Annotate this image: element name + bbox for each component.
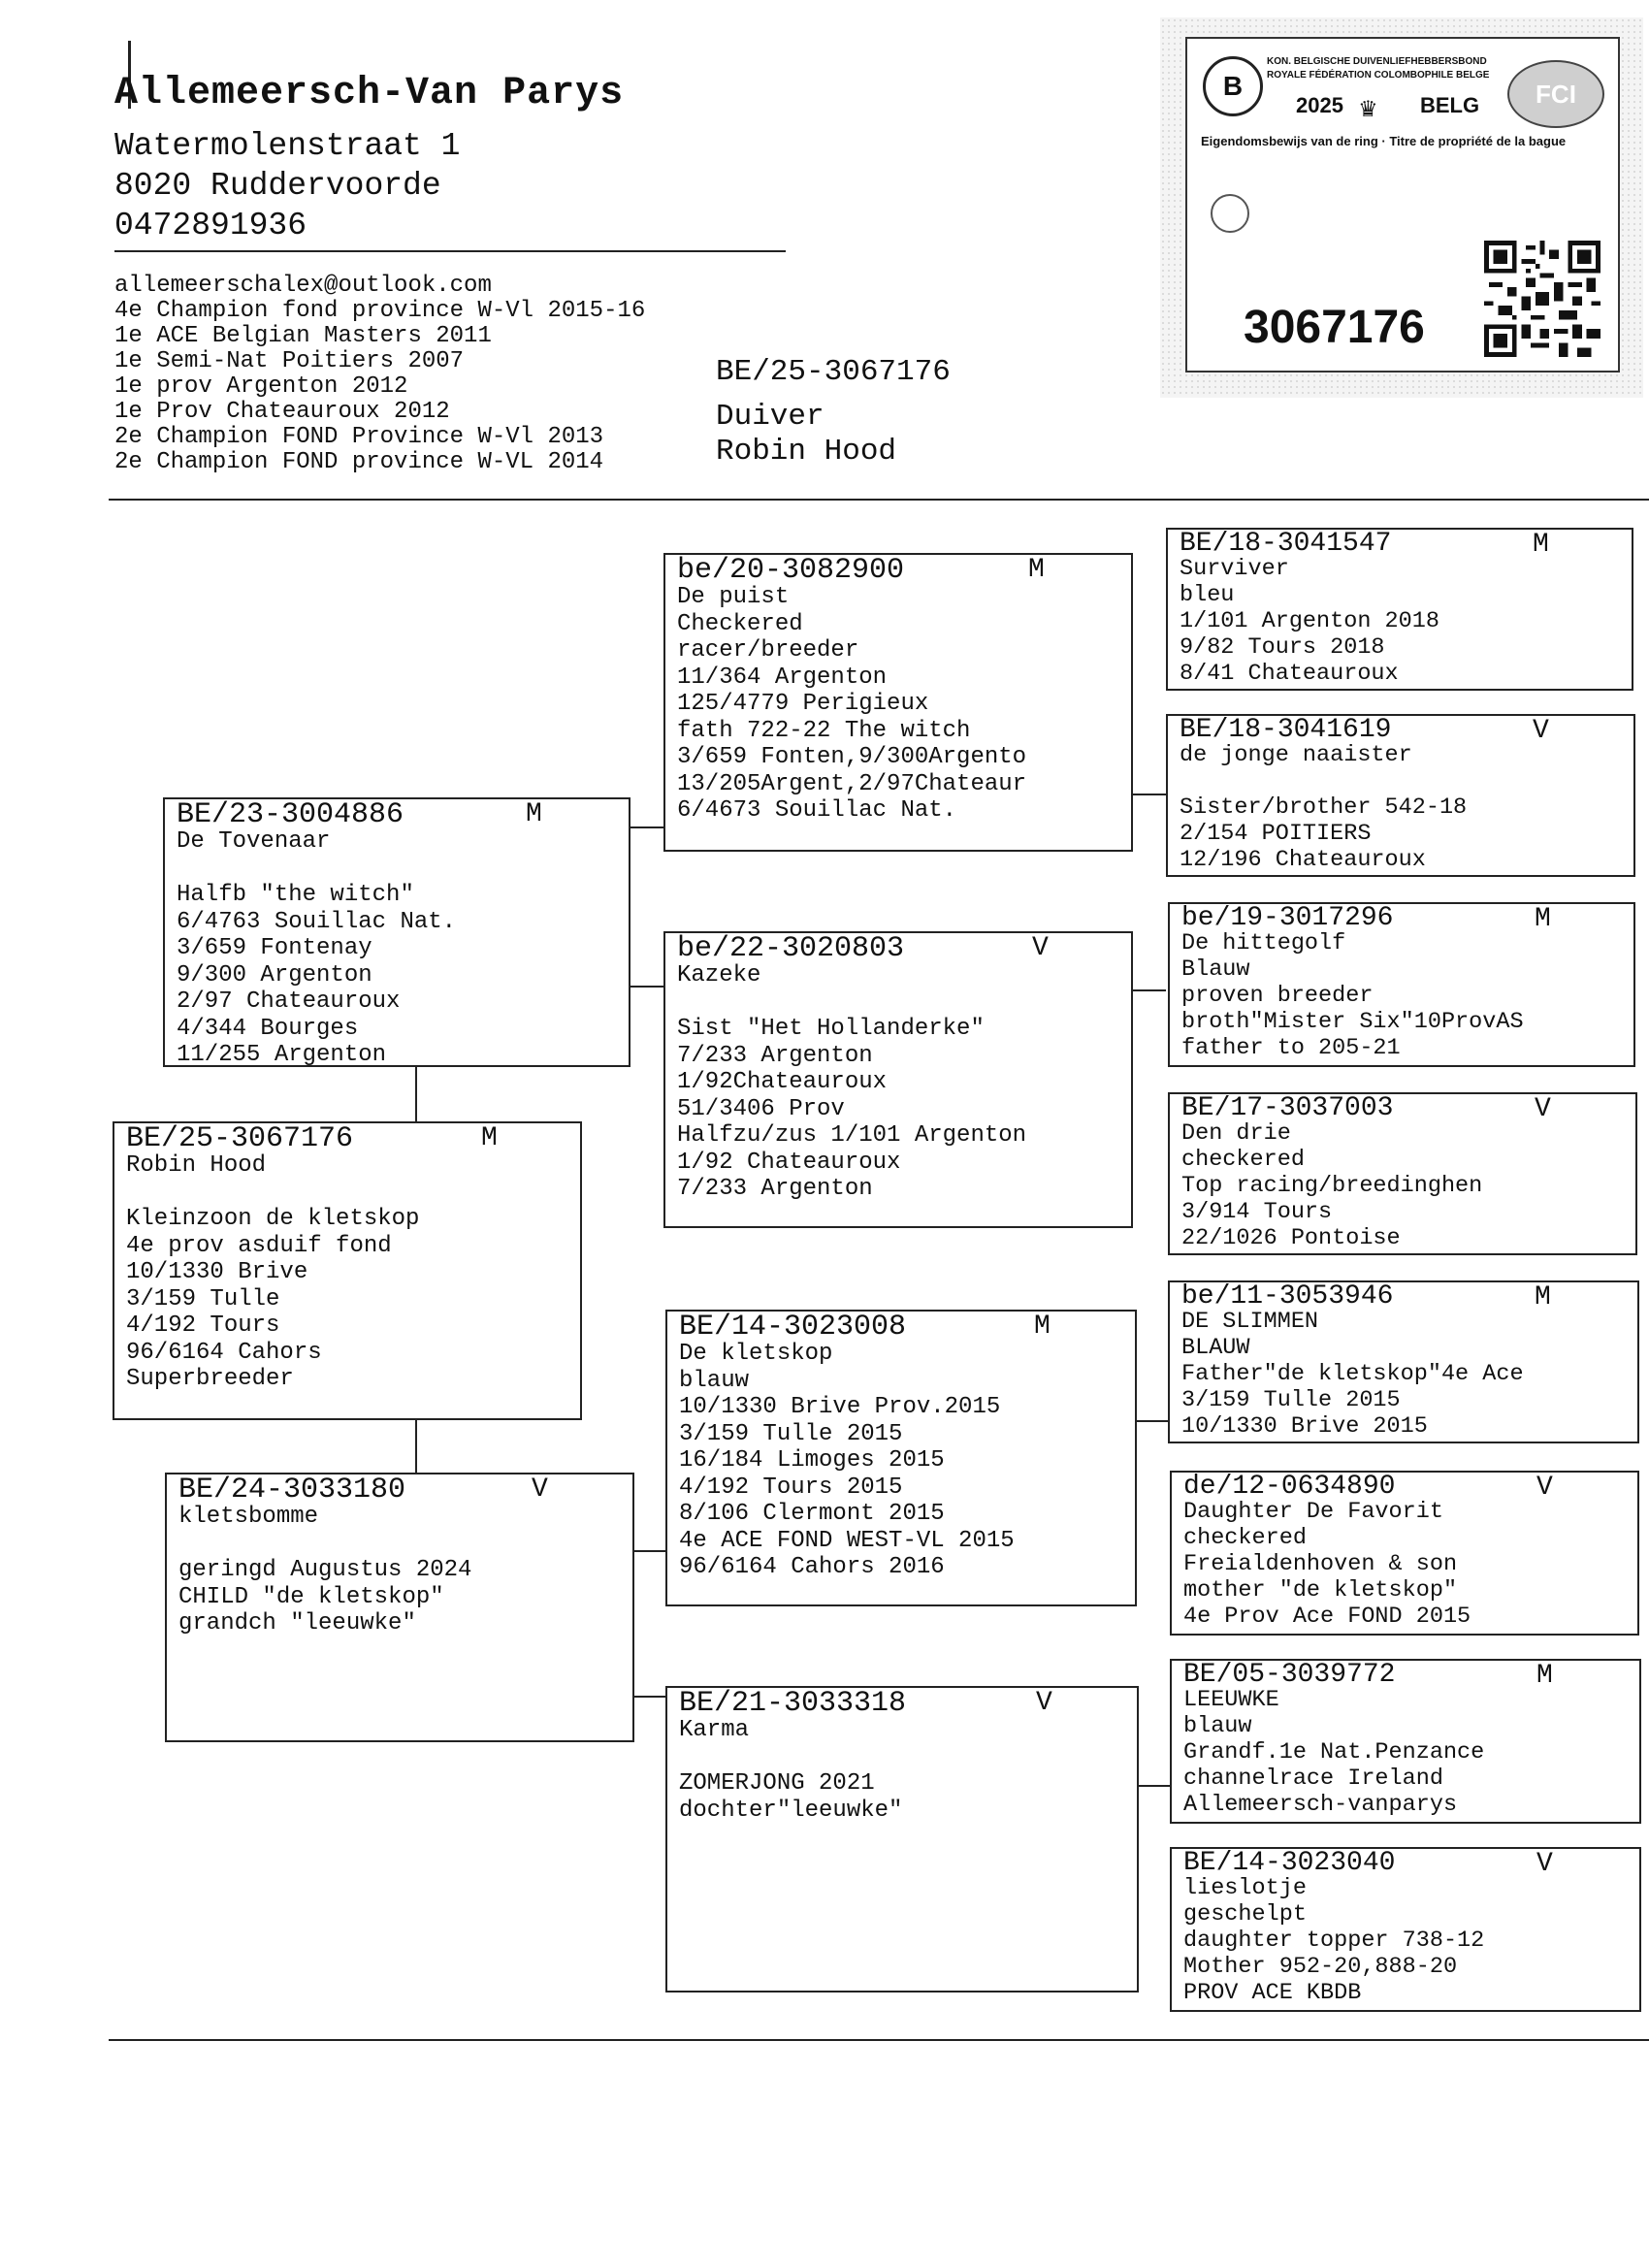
sex-marker: V [1032,933,1049,963]
bird-name: Karma [679,1717,750,1743]
info-line: 7/233 Argenton [677,1042,873,1069]
info-line: Father"de kletskop"4e Ace [1181,1361,1524,1387]
achievement-item: 2e Champion FOND province W-VL 2014 [114,449,604,475]
info-line: 8/106 Clermont 2015 [679,1501,945,1527]
connector-line [415,1059,417,1121]
info-line: 10/1330 Brive Prov.2015 [679,1394,1001,1420]
info-line: 12/196 Chateauroux [1180,847,1426,873]
info-line: Sister/brother 542-18 [1180,794,1468,821]
federation-name-fr: ROYALE FÉDÉRATION COLOMBOPHILE BELGE [1267,70,1490,81]
sex-marker: V [1536,1473,1553,1503]
info-line: 1/92 Chateauroux [677,1149,901,1176]
info-line: proven breeder [1181,983,1374,1009]
info-line: 2/154 POITIERS [1180,821,1372,847]
info-line: 10/1330 Brive 2015 [1181,1413,1428,1440]
info-line: dochter"leeuwke" [679,1797,903,1824]
info-line: bleu [1180,582,1235,608]
crown-icon: ♛ [1360,95,1376,125]
bird-name: Den drie [1181,1120,1291,1147]
info-line: 4/192 Tours 2015 [679,1474,903,1501]
ring-number: BE/18-3041619 [1180,715,1392,745]
achievement-item: 1e ACE Belgian Masters 2011 [114,323,492,349]
info-line: checkered [1181,1147,1305,1173]
pedigree-mff-card [1168,1280,1639,1443]
sex-marker: V [532,1474,548,1505]
ring-number: de/12-0634890 [1183,1472,1396,1502]
sex-marker: M [481,1123,498,1153]
connector-line [1133,1420,1168,1422]
pedigree-father-card [163,797,630,1067]
info-line: Superbreeder [126,1366,294,1392]
info-line: 7/233 Argenton [677,1176,873,1202]
bird-name: Robin Hood [126,1152,267,1179]
info-line: 10/1330 Brive [126,1259,308,1285]
subject-name: Robin Hood [716,435,897,469]
federation-name-nl: KON. BELGISCHE DUIVENLIEFHEBBERSBOND [1267,56,1487,67]
info-line: 4e ACE FOND WEST-VL 2015 [679,1527,1015,1554]
info-line: geschelpt [1183,1901,1307,1928]
info-line: Top racing/breedinghen [1181,1173,1483,1199]
bird-name: De Tovenaar [177,828,331,855]
achievement-item: 1e prov Argenton 2012 [114,373,408,400]
sex-marker: M [1535,1282,1551,1312]
pedigree-mf-card [665,1310,1137,1606]
info-line: 51/3406 Prov [677,1095,845,1122]
achievement-item: 4e Champion fond province W-Vl 2015-16 [114,298,646,324]
info-line: 1/101 Argenton 2018 [1180,608,1439,634]
pedigree-mmm-card [1170,1847,1641,2012]
info-line: 2/97 Chateauroux [177,988,401,1015]
info-line: 22/1026 Pontoise [1181,1225,1401,1251]
bird-name: Daughter De Favorit [1183,1499,1443,1525]
achievement-item: 1e Semi-Nat Poitiers 2007 [114,348,465,374]
ring-number: BE/23-3004886 [177,798,404,831]
info-line: Blauw [1181,956,1250,983]
connector-line [1131,989,1166,991]
bird-name: de jonge naaister [1180,742,1412,768]
bird-name: kletsbomme [178,1504,319,1530]
achievement-item: 2e Champion FOND Province W-Vl 2013 [114,424,604,450]
info-line: 3/659 Fonten,9/300Argento [677,744,1027,770]
info-line: CHILD "de kletskop" [178,1583,444,1610]
info-line: 96/6164 Cahors 2016 [679,1554,945,1580]
ring-number: BE/25-3067176 [126,1122,354,1155]
connector-line [632,1696,667,1698]
info-line: Allemeersch-vanparys [1183,1792,1458,1818]
info-line: 3/914 Tours [1181,1199,1333,1225]
ring-number: BE/14-3023008 [679,1311,907,1344]
info-line: 3/159 Tulle 2015 [679,1420,903,1447]
sex-marker: V [1036,1688,1052,1718]
ring-number: BE/24-3033180 [178,1474,406,1507]
bottom-divider [109,2039,1649,2041]
ring-year: 2025 [1296,93,1343,117]
sex-marker: M [1535,904,1551,934]
info-line: blauw [679,1367,750,1394]
owner-name: Allemeersch-Van Parys [114,72,625,115]
info-line: fath 722-22 The witch [677,717,971,744]
info-line: 13/205Argent,2/97Chateaur [677,770,1027,797]
owner-street: Watermolenstraat 1 [114,128,461,164]
kbdb-logo-icon: B [1203,56,1263,116]
owner-email[interactable]: allemeerschalex@outlook.com [114,273,492,299]
info-line: channelrace Ireland [1183,1766,1443,1792]
bird-name: De kletskop [679,1341,833,1367]
sex-marker: V [1533,716,1549,746]
pedigree-ffm-card [1166,714,1635,877]
info-line: 4e prov asduif fond [126,1232,392,1259]
ring-number: BE/18-3041547 [1180,529,1392,559]
qr-code-icon [1484,241,1600,357]
info-line [178,1531,471,1558]
pedigree-self-card [113,1121,582,1420]
info-line: daughter topper 738-12 [1183,1928,1485,1954]
pedigree-fmm-card [1168,1092,1637,1255]
info-line: ZOMERJONG 2021 [679,1770,875,1797]
info-line: 3/659 Fontenay [177,935,372,961]
bird-name: lieslotje [1183,1875,1307,1901]
info-line: blauw [1183,1713,1252,1739]
info-line: Halfzu/zus 1/101 Argenton [677,1122,1027,1149]
ring-number: BE/21-3033318 [679,1687,907,1720]
info-line: PROV ACE KBDB [1183,1980,1362,2006]
info-line [1180,768,1467,794]
sex-marker: M [1533,530,1549,560]
ring-ownership-card [1160,17,1643,398]
bird-name: LEEUWKE [1183,1687,1279,1713]
info-line: Kleinzoon de kletskop [126,1206,420,1232]
info-line [679,1744,902,1771]
owner-city: 8020 Ruddervoorde [114,168,441,204]
info-line: broth"Mister Six"10ProvAS [1181,1009,1524,1035]
info-line: 1/92Chateauroux [677,1069,888,1095]
pedigree-fff-card [1166,528,1633,691]
connector-line [629,826,665,828]
info-line: Mother 952-20,888-20 [1183,1954,1458,1980]
sex-marker: M [1536,1661,1553,1691]
pedigree-ff-card [663,553,1133,852]
info-line: BLAUW [1181,1335,1250,1361]
connector-line [1137,1785,1170,1787]
info-line: checkered [1183,1525,1307,1551]
pedigree-fm-card [663,931,1133,1228]
info-line: 4/192 Tours [126,1312,280,1339]
pedigree-mother-card [165,1473,634,1742]
punch-hole-icon [1211,194,1249,233]
info-line: Checkered [677,610,803,637]
sex-marker: V [1536,1849,1553,1879]
info-line: 9/300 Argenton [177,961,372,988]
info-line: grandch "leeuwke" [178,1610,416,1636]
subject-sex: Duiver [716,400,824,434]
info-line: 16/184 Limoges 2015 [679,1447,945,1474]
subject-ring: BE/25-3067176 [716,355,951,389]
pedigree-mfm-card [1170,1471,1639,1636]
info-line: 11/255 Argenton [177,1042,387,1067]
info-line [126,1180,419,1207]
info-line: 96/6164 Cahors [126,1339,322,1366]
info-line: 6/4673 Souillac Nat. [677,797,957,824]
sex-marker: M [526,799,542,829]
pedigree-fmf-card [1168,902,1635,1067]
connector-line [629,986,665,988]
pedigree-mm-card [665,1686,1139,1993]
connector-line [632,1550,667,1552]
ring-country: BELG [1420,93,1480,117]
achievement-item: 1e Prov Chateauroux 2012 [114,399,450,425]
owner-phone: 0472891936 [114,208,307,243]
info-line: mother "de kletskop" [1183,1577,1458,1604]
info-line: father to 205-21 [1181,1035,1401,1061]
ring-number: BE/05-3039772 [1183,1660,1396,1690]
info-line: Grandf.1e Nat.Penzance [1183,1739,1485,1766]
info-line: Halfb "the witch" [177,882,414,908]
info-line: 4e Prov Ace FOND 2015 [1183,1604,1471,1630]
bird-name: Surviver [1180,556,1289,582]
sex-marker: M [1034,1312,1051,1342]
info-line: 6/4763 Souillac Nat. [177,908,457,935]
ring-number: BE/17-3037003 [1181,1093,1394,1123]
connector-line [415,1418,417,1473]
info-line: 9/82 Tours 2018 [1180,634,1385,661]
ring-number: 3067176 [1244,302,1425,353]
ring-number: be/22-3020803 [677,932,905,965]
top-divider [109,499,1649,501]
info-line [677,989,1026,1017]
connector-line [1131,794,1166,795]
sex-marker: V [1535,1094,1551,1124]
info-line: 3/159 Tulle [126,1285,280,1312]
sex-marker: M [1028,555,1045,585]
info-line: 4/344 Bourges [177,1015,359,1042]
info-line: racer/breeder [677,637,859,664]
ring-number: be/20-3082900 [677,554,905,587]
info-line: Freialdenhoven & son [1183,1551,1458,1577]
bird-name: De hittegolf [1181,930,1346,956]
info-line [177,856,456,883]
ring-number: be/11-3053946 [1181,1281,1394,1312]
header-divider [114,250,786,252]
ring-card-title: Eigendomsbewijs van de ring · Titre de propriété de la bague [1201,134,1567,148]
pedigree-mmf-card [1170,1659,1641,1824]
bird-name: De puist [677,584,790,610]
info-line: 125/4779 Perigieux [677,691,929,717]
bird-name: Kazeke [677,962,761,988]
info-line: 8/41 Chateauroux [1180,661,1399,687]
info-line: Sist "Het Hollanderke" [677,1016,985,1042]
fci-globe-logo-icon: FCI [1507,60,1604,128]
bird-name: DE SLIMMEN [1181,1309,1319,1335]
info-line: 11/364 Argenton [677,664,888,691]
info-line: geringd Augustus 2024 [178,1557,472,1583]
ring-number: BE/14-3023040 [1183,1848,1396,1878]
ring-number: be/19-3017296 [1181,903,1394,933]
ring-card-frame [1185,37,1620,373]
info-line: 3/159 Tulle 2015 [1181,1387,1401,1413]
